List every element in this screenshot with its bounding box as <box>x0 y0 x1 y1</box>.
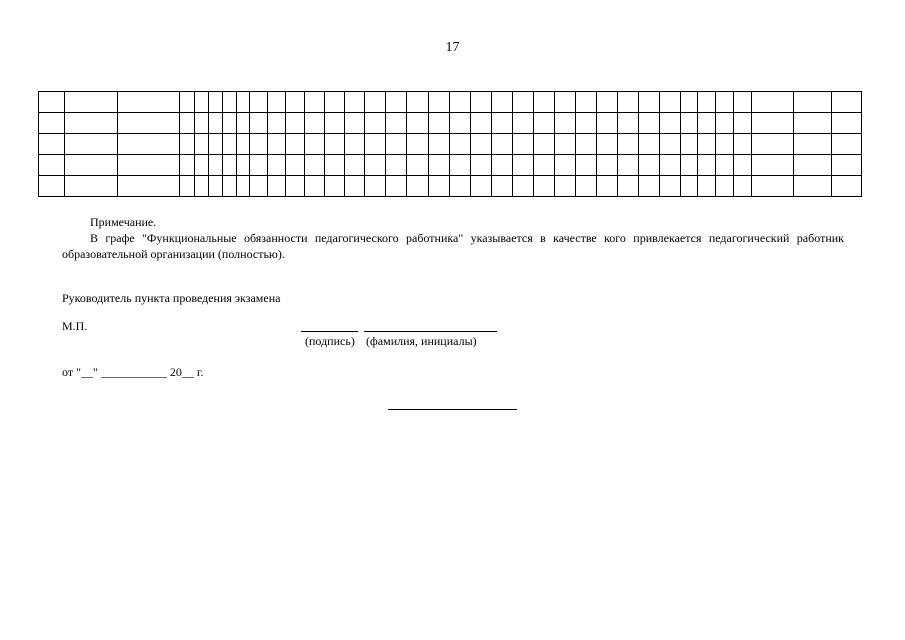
table-cell <box>386 155 407 176</box>
table-cell <box>794 155 832 176</box>
table-cell <box>471 113 492 134</box>
table-cell <box>555 176 576 197</box>
table-cell <box>65 176 118 197</box>
table-cell <box>832 134 862 155</box>
table-cell <box>345 176 365 197</box>
table-cell <box>492 176 513 197</box>
page-number: 17 <box>445 40 460 55</box>
signature-caption: (подпись) <box>305 334 355 348</box>
table-cell <box>513 92 534 113</box>
table-cell <box>180 134 195 155</box>
table-cell <box>237 134 250 155</box>
table-cell <box>698 113 716 134</box>
table-cell <box>513 113 534 134</box>
table-cell <box>429 113 450 134</box>
table-cell <box>681 155 698 176</box>
table-cell <box>555 155 576 176</box>
table-cell <box>180 113 195 134</box>
table-cell <box>223 155 237 176</box>
table-cell <box>555 113 576 134</box>
table-cell <box>660 92 681 113</box>
table-cell <box>65 113 118 134</box>
table-cell <box>639 176 660 197</box>
table-cell <box>660 176 681 197</box>
table-cell <box>492 155 513 176</box>
table-cell <box>450 113 471 134</box>
table-cell <box>345 92 365 113</box>
table-cell <box>832 113 862 134</box>
table-cell <box>180 92 195 113</box>
table-cell <box>450 155 471 176</box>
table-cell <box>471 155 492 176</box>
table-cell <box>576 155 597 176</box>
table-cell <box>681 92 698 113</box>
table-cell <box>39 155 65 176</box>
table-cell <box>305 113 325 134</box>
table-cell <box>597 113 618 134</box>
table-cell <box>407 155 429 176</box>
table-cell <box>250 155 268 176</box>
table-cell <box>716 155 734 176</box>
table-cell <box>576 176 597 197</box>
table-cell <box>286 113 305 134</box>
table-cell <box>832 155 862 176</box>
table-cell <box>237 155 250 176</box>
table-cell <box>513 134 534 155</box>
table-cell <box>794 134 832 155</box>
table-cell <box>597 134 618 155</box>
table-row <box>39 176 862 197</box>
table-cell <box>832 92 862 113</box>
table-cell <box>429 176 450 197</box>
seal-label: М.П. <box>62 319 88 333</box>
table-cell <box>716 176 734 197</box>
table-cell <box>195 134 209 155</box>
table-cell <box>698 176 716 197</box>
table-cell <box>698 155 716 176</box>
table-cell <box>534 113 555 134</box>
table-cell <box>305 155 325 176</box>
table-cell <box>752 155 794 176</box>
table-cell <box>180 155 195 176</box>
table-cell <box>618 134 639 155</box>
table-cell <box>237 113 250 134</box>
table-cell <box>639 113 660 134</box>
note-title: Примечание. <box>90 215 157 229</box>
table-cell <box>513 176 534 197</box>
table-cell <box>65 92 118 113</box>
table-cell <box>39 176 65 197</box>
table-row <box>39 155 862 176</box>
table-cell <box>365 92 386 113</box>
table-cell <box>386 113 407 134</box>
date-line: от "__" ___________ 20__ г. <box>62 365 204 379</box>
table-cell <box>195 113 209 134</box>
table-cell <box>386 92 407 113</box>
table-cell <box>180 176 195 197</box>
table-cell <box>716 134 734 155</box>
table-cell <box>429 134 450 155</box>
table-cell <box>325 92 345 113</box>
signature-line <box>301 331 358 332</box>
table-row <box>39 92 862 113</box>
table-cell <box>209 113 223 134</box>
table-cell <box>534 176 555 197</box>
table-cell <box>639 92 660 113</box>
table-cell <box>195 92 209 113</box>
table-cell <box>450 176 471 197</box>
table-cell <box>250 134 268 155</box>
table-cell <box>209 155 223 176</box>
table-cell <box>597 155 618 176</box>
table-cell <box>471 134 492 155</box>
table-cell <box>794 113 832 134</box>
table-cell <box>639 155 660 176</box>
table-cell <box>223 176 237 197</box>
table-cell <box>305 92 325 113</box>
table-cell <box>407 92 429 113</box>
table-cell <box>39 92 65 113</box>
table-cell <box>681 113 698 134</box>
table-cell <box>65 134 118 155</box>
table-cell <box>716 113 734 134</box>
table-cell <box>118 176 180 197</box>
table-cell <box>734 176 752 197</box>
table-cell <box>555 92 576 113</box>
table-cell <box>345 155 365 176</box>
table-cell <box>660 113 681 134</box>
table-cell <box>534 92 555 113</box>
table-cell <box>250 176 268 197</box>
table-cell <box>794 92 832 113</box>
table-cell <box>492 113 513 134</box>
table-cell <box>268 176 286 197</box>
table-cell <box>597 176 618 197</box>
table-cell <box>407 134 429 155</box>
table-cell <box>681 134 698 155</box>
table-cell <box>492 134 513 155</box>
table-cell <box>305 134 325 155</box>
table-cell <box>597 92 618 113</box>
table-cell <box>325 134 345 155</box>
table-cell <box>734 92 752 113</box>
table-cell <box>118 155 180 176</box>
table-cell <box>209 92 223 113</box>
table-cell <box>618 113 639 134</box>
table-cell <box>209 176 223 197</box>
table-cell <box>534 155 555 176</box>
table-cell <box>407 113 429 134</box>
table-cell <box>305 176 325 197</box>
table-cell <box>209 134 223 155</box>
table-cell <box>39 113 65 134</box>
table-cell <box>237 176 250 197</box>
table-cell <box>734 134 752 155</box>
table-cell <box>716 92 734 113</box>
blank-form-table <box>38 91 862 197</box>
table-cell <box>195 176 209 197</box>
table-cell <box>576 113 597 134</box>
table-cell <box>195 155 209 176</box>
table-cell <box>223 113 237 134</box>
table-cell <box>386 176 407 197</box>
table-cell <box>576 134 597 155</box>
table-cell <box>118 113 180 134</box>
table-cell <box>555 134 576 155</box>
table-cell <box>576 92 597 113</box>
table-cell <box>698 134 716 155</box>
table-cell <box>698 92 716 113</box>
table-cell <box>223 92 237 113</box>
table-cell <box>39 134 65 155</box>
table-cell <box>534 134 555 155</box>
table-cell <box>250 92 268 113</box>
table-cell <box>450 92 471 113</box>
table-cell <box>286 176 305 197</box>
table-cell <box>237 92 250 113</box>
name-caption: (фамилия, инициалы) <box>366 334 477 348</box>
table-cell <box>429 92 450 113</box>
table-cell <box>752 134 794 155</box>
name-line <box>364 331 497 332</box>
table-cell <box>639 134 660 155</box>
table-row <box>39 134 862 155</box>
table-cell <box>268 92 286 113</box>
table-cell <box>286 92 305 113</box>
note-text: В графе "Функциональные обязанности педагогического работника" указывается в качестве кого привлекается педагогический работник образовательной организации (полностью). <box>62 231 844 261</box>
table-cell <box>268 134 286 155</box>
table-cell <box>794 176 832 197</box>
table-cell <box>286 155 305 176</box>
table-cell <box>618 176 639 197</box>
table-cell <box>65 155 118 176</box>
table-cell <box>492 92 513 113</box>
table-cell <box>752 176 794 197</box>
table-cell <box>660 155 681 176</box>
table-cell <box>118 92 180 113</box>
table-cell <box>386 134 407 155</box>
table-cell <box>345 113 365 134</box>
table-cell <box>471 176 492 197</box>
table-cell <box>513 155 534 176</box>
table-cell <box>365 134 386 155</box>
table-cell <box>325 176 345 197</box>
table-cell <box>618 155 639 176</box>
table-cell <box>286 134 305 155</box>
table-cell <box>681 176 698 197</box>
table-cell <box>471 92 492 113</box>
table-cell <box>752 92 794 113</box>
table-cell <box>268 113 286 134</box>
table-cell <box>734 113 752 134</box>
table-cell <box>832 176 862 197</box>
table-cell <box>429 155 450 176</box>
table-cell <box>618 92 639 113</box>
table-cell <box>325 113 345 134</box>
table-row <box>39 113 862 134</box>
table-cell <box>407 176 429 197</box>
head-of-exam-point-label: Руководитель пункта проведения экзамена <box>62 291 281 305</box>
table-cell <box>325 155 345 176</box>
closing-rule <box>388 409 517 410</box>
table-cell <box>223 134 237 155</box>
table-cell <box>660 134 681 155</box>
table-cell <box>268 155 286 176</box>
table-cell <box>365 176 386 197</box>
table-cell <box>365 113 386 134</box>
table-cell <box>250 113 268 134</box>
table-cell <box>734 155 752 176</box>
table-cell <box>345 134 365 155</box>
table-cell <box>365 155 386 176</box>
table-cell <box>752 113 794 134</box>
table-cell <box>118 134 180 155</box>
table-cell <box>450 134 471 155</box>
